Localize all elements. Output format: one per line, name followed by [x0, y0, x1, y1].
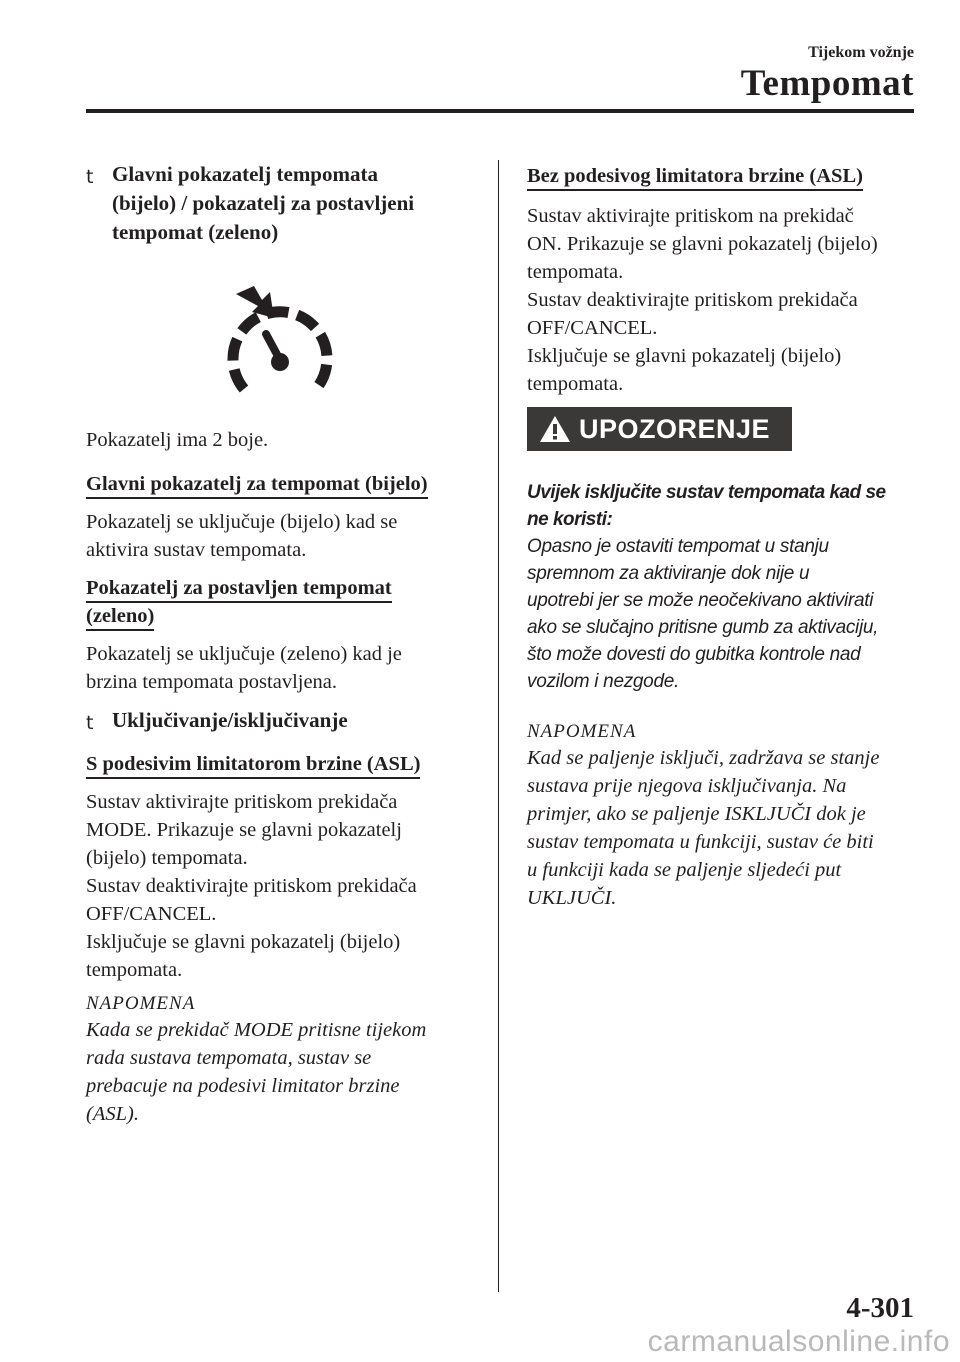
set-indicator-text: Pokazatelj se uključuje (zeleno) kad je brzina tempomata postavljena. [86, 643, 402, 693]
note-title: NAPOMENA [527, 721, 637, 742]
warning-triangle-icon [539, 415, 571, 443]
warning-label: UPOZORENJE [579, 413, 771, 444]
subheading-main-indicator: Glavni pokazatelj za tempomat (bijelo) [86, 470, 428, 498]
note-text: Kad se paljenje isključi, zadržava se stanje sustava prije njegova isključivanja. Na primjer, ako se paljenje ISKLJUČI dok je sustav tempomata u funkciji, sustav će biti u funkciji kada se paljenje sljedeći put UKLJUČI. [527, 747, 880, 909]
warning-title: Uvijek isključite sustav tempomata kad se ne koristi: [527, 482, 886, 530]
without-asl-text: Sustav aktivirajte pritiskom na prekidač ON. Prikazuje se glavni pokazatelj (bijelo) tempomata. Sustav deaktivirajte pritiskom prekidača OFF/CANCEL. Isključuje se glavni pokazatelj (bijelo) tempomata. [527, 205, 878, 395]
section-heading-indicator: Glavni pokazatelj tempomata (bijelo) / pokazatelj za postavljeni tempomat (zeleno) [112, 162, 415, 244]
page-title: Tempomat [740, 63, 914, 104]
column-divider [498, 160, 499, 1292]
cruise-control-icon [222, 282, 338, 398]
watermark: carmanualsonline.info [647, 1325, 950, 1358]
section-title: Tijekom vožnje [808, 44, 914, 61]
main-indicator-text: Pokazatelj se uključuje (bijelo) kad se aktivira sustav tempomata. [86, 511, 398, 561]
header-divider [86, 109, 914, 113]
section-heading-onoff: Uključivanje/isključivanje [112, 708, 348, 732]
warning-banner [527, 407, 792, 451]
note-title: NAPOMENA [86, 993, 196, 1014]
page-number: 4-301 [846, 1292, 914, 1324]
with-asl-text: Sustav aktivirajte pritiskom prekidača MODE. Prikazuje se glavni pokazatelj (bijelo) tempomata. Sustav deaktivirajte pritiskom prekidača OFF/CANCEL. Isključuje se glavni pokazatelj (bijelo) tempomata. [86, 791, 417, 981]
bullet-marker: t [86, 712, 94, 734]
bullet-marker: t [86, 166, 94, 188]
subheading-set-indicator: Pokazatelj za postavljen tempomat (zeleno) [86, 574, 392, 630]
indicator-intro: Pokazatelj ima 2 boje. [86, 429, 269, 451]
subheading-without-asl: Bez podesivog limitatora brzine (ASL) [527, 162, 863, 190]
subheading-with-asl: S podesivim limitatorom brzine (ASL) [86, 750, 420, 778]
note-text: Kada se prekidač MODE pritisne tijekom rada sustava tempomata, sustav se prebacuje na podesivi limitator brzine (ASL). [86, 1019, 427, 1125]
warning-text: Opasno je ostaviti tempomat u stanju spremnom za aktiviranje dok nije u upotrebi jer se može neočekivano aktivirati ako se slučajno pritisne gumb za aktivaciju, što može dovesti do gubitka kontrole nad vozilom i nezgode. [527, 536, 879, 692]
